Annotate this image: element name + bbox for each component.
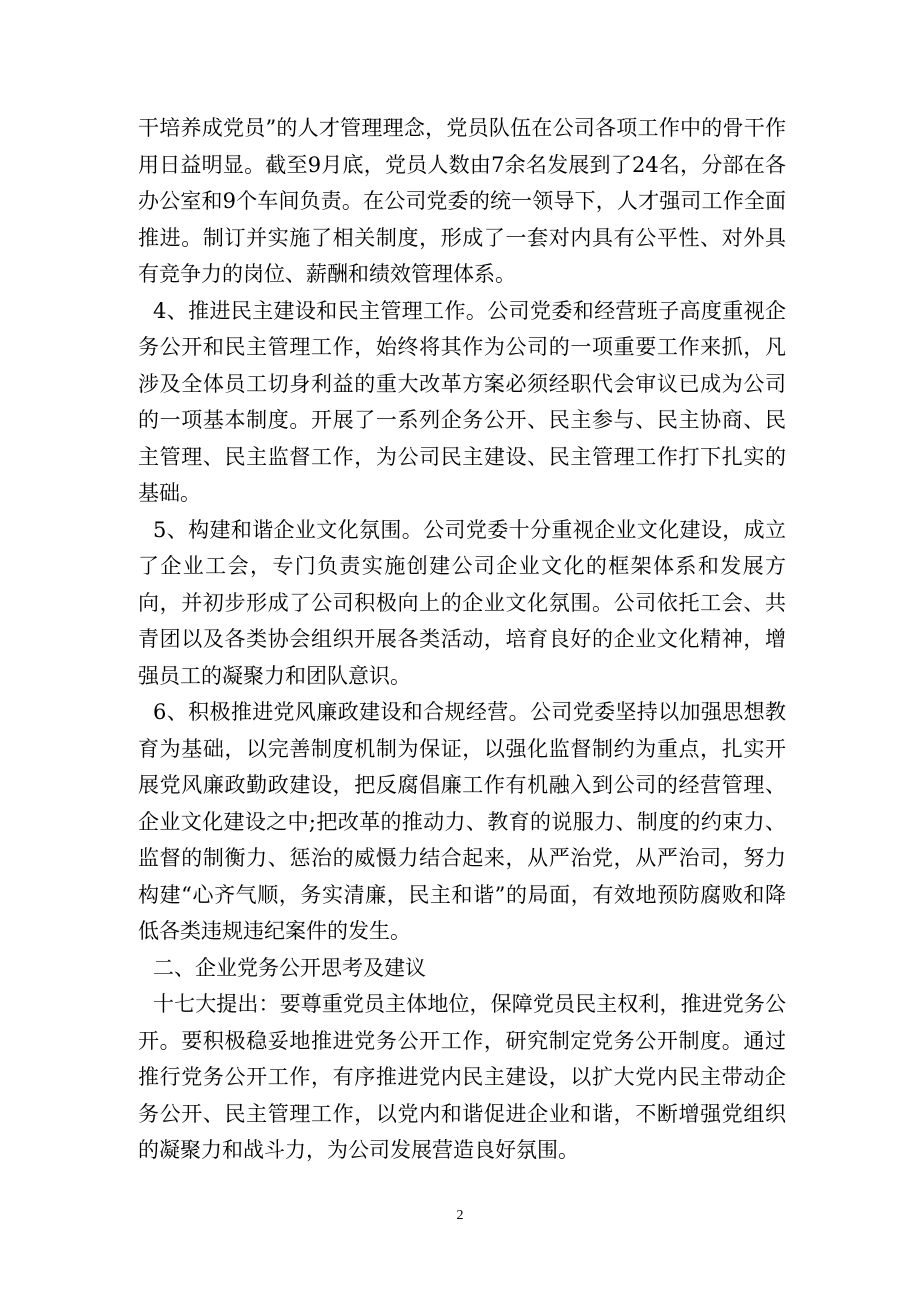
document-body bbox=[138, 110, 786, 1169]
paragraph-talent-management: 干培养成党员”的人才管理理念，党员队伍在公司各项工作中的骨干作用日益明显。截至9月底，党员人数由7余名发展到了24名，分部在各办公室和9个车间负责。在公司党委的统一领导下，人才强司工作全面推进。制订并实施了相关制度，形成了一套对内具有公平性、对外具有竞争力的岗位、薪酬和绩效管理体系。 bbox=[138, 116, 786, 286]
paragraph-corporate-culture: 5、构建和谐企业文化氛围。公司党委十分重视企业文化建设，成立了企业工会，专门负责实施创建公司企业文化的框架体系和发展方向，并初步形成了公司积极向上的企业文化氛围。公司依托工会、共青团以及各类协会组织开展各类活动，培育良好的企业文化精神，增强员工的凝聚力和团队意识。 bbox=[138, 517, 786, 688]
section-heading-party-affairs: 二、企业党务公开思考及建议 bbox=[153, 955, 426, 980]
paragraph-democratic-management: 4、推进民主建设和民主管理工作。公司党委和经营班子高度重视企务公开和民主管理工作，始终将其作为公司的一项重要工作来抓，凡涉及全体员工切身利益的重大改革方案必须经职代会审议已成为公司的一项基本制度。开展了一系列企务公开、民主参与、民主协商、民主管理、民主监督工作，为公司民主建设、民主管理工作打下扎实的基础。 bbox=[138, 298, 786, 505]
paragraph-clean-governance: 6、积极推进党风廉政建设和合规经营。公司党委坚持以加强思想教育为基础，以完善制度机制为保证，以强化监督制约为重点，扎实开展党风廉政勤政建设，把反腐倡廉工作有机融入到公司的经营管理、企业文化建设之中;把改革的推动力、教育的说服力、制度的约束力、监督的制衡力、惩治的威慑力结合起来，从严治党，从严治司，努力构建“心齐气顺，务实清廉，民主和谐”的局面，有效地预防腐败和降低各类违规违纪案件的发生。 bbox=[138, 700, 786, 943]
paragraph-party-affairs-suggestions: 十七大提出：要尊重党员主体地位，保障党员民主权利，推进党务公开。要积极稳妥地推进党务公开工作，研究制定党务公开制度。通过推行党务公开工作，有序推进党内民主建设，以扩大党内民主带动企务公开、民主管理工作，以党内和谐促进企业和谐，不断增强党组织的凝聚力和战斗力，为公司发展营造良好氛围。 bbox=[138, 992, 786, 1162]
page-number: 2 bbox=[456, 1208, 464, 1223]
